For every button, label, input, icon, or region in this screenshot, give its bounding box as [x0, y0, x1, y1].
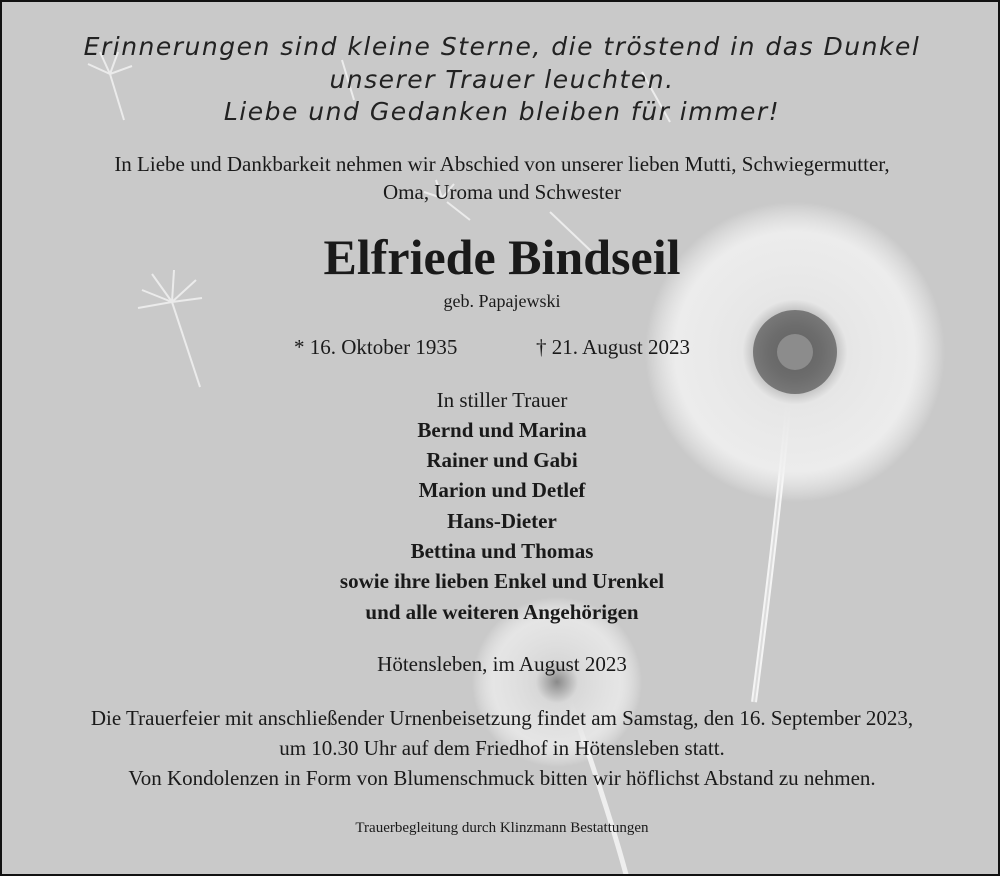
ceremony-line-3: Von Kondolenzen in Form von Blumenschmuck bitten wir höflichst Abstand zu nehmen. — [128, 766, 876, 790]
mourner-line: Marion und Detlef — [418, 478, 586, 502]
ceremony-line-2: um 10.30 Uhr auf dem Friedhof in Hötensleben statt. — [279, 736, 725, 760]
mourner-line: Bernd und Marina — [417, 418, 587, 442]
maiden-name: geb. Papajewski — [443, 291, 561, 311]
poem-line-3: Liebe und Gedanken bleiben für immer! — [223, 97, 781, 126]
poem-line-2: unserer Trauer leuchten. — [329, 65, 675, 94]
place-date: Hötensleben, im August 2023 — [377, 652, 627, 676]
mourner-line: und alle weiteren Angehörigen — [365, 600, 639, 624]
birth-date: * 16. Oktober 1935 — [294, 335, 458, 359]
intro-line-2: Oma, Uroma und Schwester — [383, 180, 621, 204]
funeral-home-credit: Trauerbegleitung durch Klinzmann Bestattungen — [355, 820, 649, 836]
mourner-line: Hans-Dieter — [447, 509, 557, 533]
mourner-line: sowie ihre lieben Enkel und Urenkel — [339, 569, 665, 593]
death-date: † 21. August 2023 — [536, 335, 691, 359]
poem-line-1: Erinnerungen sind kleine Sterne, die tröstend in das Dunkel — [83, 32, 921, 61]
ceremony-line-1: Die Trauerfeier mit anschließender Urnenbeisetzung findet am Samstag, den 16. September 2023, — [90, 706, 914, 730]
mourner-line: Bettina und Thomas — [410, 539, 594, 563]
mourning-label: In stiller Trauer — [436, 388, 568, 412]
intro-line-1: In Liebe und Dankbarkeit nehmen wir Abschied von unserer lieben Mutti, Schwiegermutter, — [114, 152, 890, 176]
deceased-name: Elfriede Bindseil — [323, 229, 681, 285]
mourner-line: Rainer und Gabi — [426, 448, 578, 472]
